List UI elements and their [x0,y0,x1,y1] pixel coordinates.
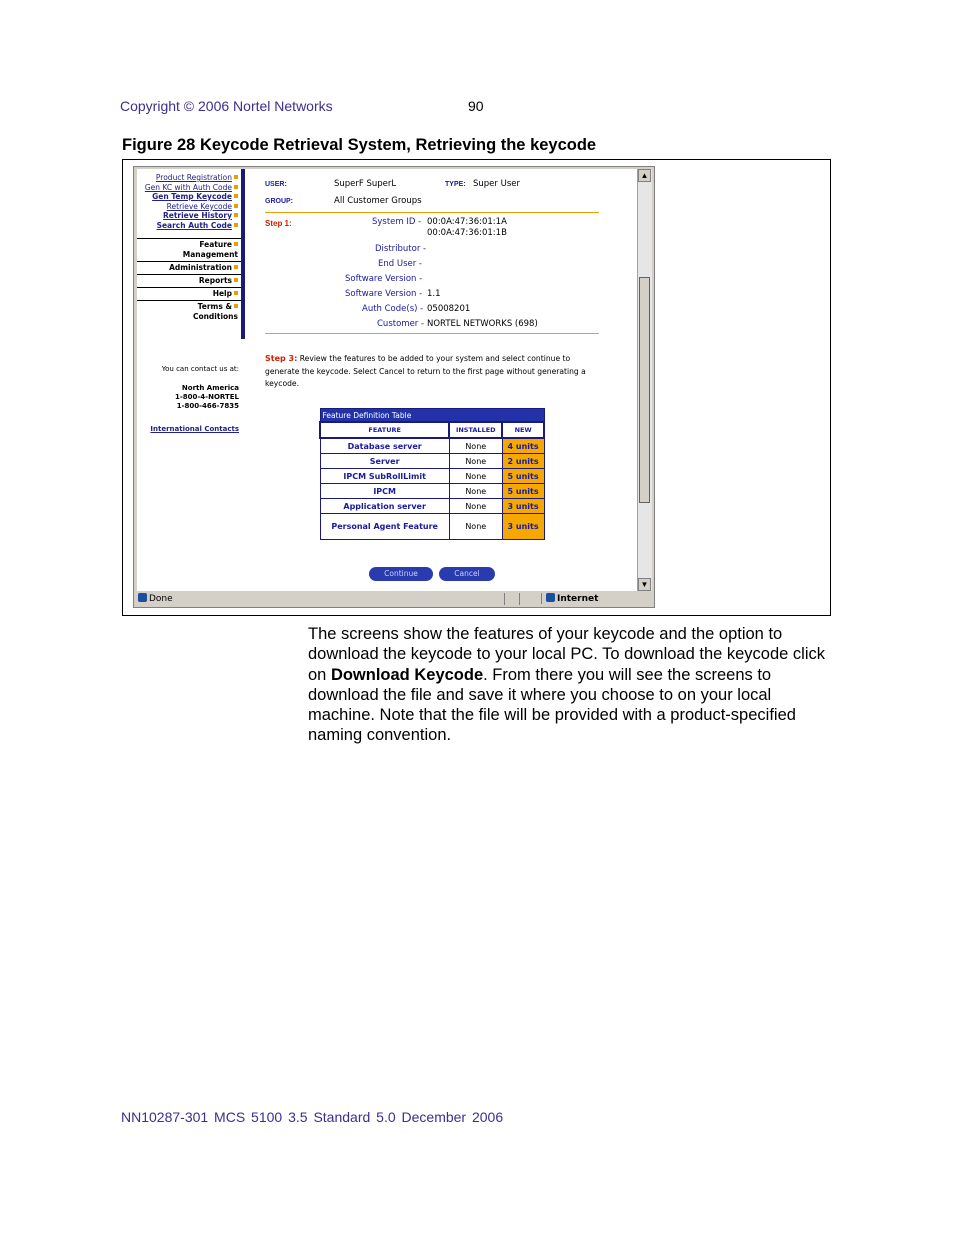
contact-region: North America [181,384,239,392]
system-id-label: System ID - [372,217,422,227]
system-id-1: 00:0A:47:36:01:1A [427,217,507,227]
end-user-label: End User - [378,259,422,269]
type-value: Super User [473,179,520,189]
browser-window [133,166,655,608]
software-version-label: Software Version - [345,274,423,284]
new-cell: 3 units [502,499,544,514]
nav-divider [241,169,245,339]
group-value: All Customer Groups [334,196,422,206]
nav-link-gen-temp-keycode[interactable]: Gen Temp Keycode [137,192,241,202]
installed-cell: None [449,484,502,499]
installed-cell: None [449,499,502,514]
nav-link-retrieve-keycode[interactable]: Retrieve Keycode [137,202,241,212]
contact-info [137,365,239,434]
group-label: GROUP: [265,198,293,205]
status-bar [136,592,652,606]
nav-link-gen-kc[interactable]: Gen KC with Auth Code [137,183,241,193]
installed-cell: None [449,469,502,484]
page-icon [138,593,147,602]
document-footer: NN10287-301 MCS 5100 3.5 Standard 5.0 December 2006 [121,1109,504,1125]
software-version-value: 1.1 [427,289,441,299]
table-row [320,514,544,540]
left-navigation [137,173,241,323]
copyright-text: Copyright © 2006 Nortel Networks [120,98,333,114]
user-label: USER: [265,181,287,188]
status-zone: Internet [541,593,598,604]
download-keycode-emphasis: Download Keycode [330,665,484,684]
scroll-down-icon[interactable]: ▼ [638,578,651,591]
nav-section-feature-management[interactable]: Feature Management [137,238,241,261]
installed-cell: None [449,514,502,540]
new-cell: 5 units [502,484,544,499]
col-header-installed: INSTALLED [449,422,502,438]
body-paragraph: The screens show the features of your keycode and the option to download the keycode to your local PC. To download the keycode click on Download Keycode. From there you will see the screens to download the file and save it where you choose to on your local machine. Note that the file will be provided with a product-specified naming convention. [308,625,826,745]
browser-viewport [137,169,637,591]
step3-text: Review the features to be added to your system and select continue to generate the keycode. Select Cancel to return to the first page without generating a keycode. [265,354,586,388]
feature-table-caption: Feature Definition Table [320,409,544,423]
feature-cell: IPCM SubRollLimit [320,469,449,484]
nav-section-help[interactable]: Help [137,287,241,300]
installed-cell: None [449,454,502,469]
feature-cell: Database server [320,438,449,454]
divider-line-1 [265,212,599,213]
nav-link-product-registration[interactable]: Product Registration [137,173,241,183]
new-cell: 5 units [502,469,544,484]
customer-label: Customer - [377,319,425,329]
nav-section-terms[interactable]: Terms & Conditions [137,300,241,323]
feature-cell: Application server [320,499,449,514]
table-row [320,499,544,514]
feature-cell: Server [320,454,449,469]
software-version-label-2: Software Version - [345,289,423,299]
installed-cell: None [449,438,502,454]
feature-cell: IPCM [320,484,449,499]
scroll-up-icon[interactable]: ▲ [638,169,651,182]
feature-table [319,408,545,540]
feature-cell: Personal Agent Feature [320,514,449,540]
user-value: SuperF SuperL [334,179,397,189]
new-cell: 4 units [502,438,544,454]
nav-link-search-auth-code[interactable]: Search Auth Code [137,221,241,231]
nav-section-reports[interactable]: Reports [137,274,241,287]
col-header-new: NEW [502,422,544,438]
international-contacts-link[interactable]: International Contacts [150,425,239,433]
status-separator [504,593,520,605]
figure-title: Figure 28 Keycode Retrieval System, Retrieving the keycode [122,136,597,154]
continue-button[interactable]: Continue [369,567,433,581]
step3-instructions [265,353,601,391]
contact-phone-1: 1-800-4-NORTEL [175,393,239,401]
globe-icon [546,593,555,602]
system-id-2: 00:0A:47:36:01:1B [427,228,507,238]
table-row [320,484,544,499]
table-row [320,469,544,484]
step1-label: Step 1: [265,219,292,228]
distributor-label: Distributor - [375,244,427,254]
vertical-scrollbar[interactable] [637,169,652,591]
step3-label: Step 3: [265,354,298,363]
auth-code-label: Auth Code(s) - [362,304,424,314]
table-row [320,454,544,469]
cancel-button[interactable]: Cancel [439,567,495,581]
new-cell: 2 units [502,454,544,469]
auth-code-value: 05008201 [427,304,471,314]
page-number: 90 [468,98,484,114]
status-done: Done [138,593,173,604]
contact-intro: You can contact us at: [161,365,239,373]
col-header-feature: FEATURE [320,422,449,438]
contact-phone-2: 1-800-466-7835 [176,402,239,410]
scroll-thumb[interactable] [639,277,650,503]
type-label: TYPE: [445,181,466,188]
table-row [320,438,544,454]
nav-section-administration[interactable]: Administration [137,261,241,274]
nav-link-retrieve-history[interactable]: Retrieve History [137,211,241,221]
new-cell: 3 units [502,514,544,540]
divider-line-2 [265,333,599,334]
customer-value: NORTEL NETWORKS (698) [427,319,538,329]
